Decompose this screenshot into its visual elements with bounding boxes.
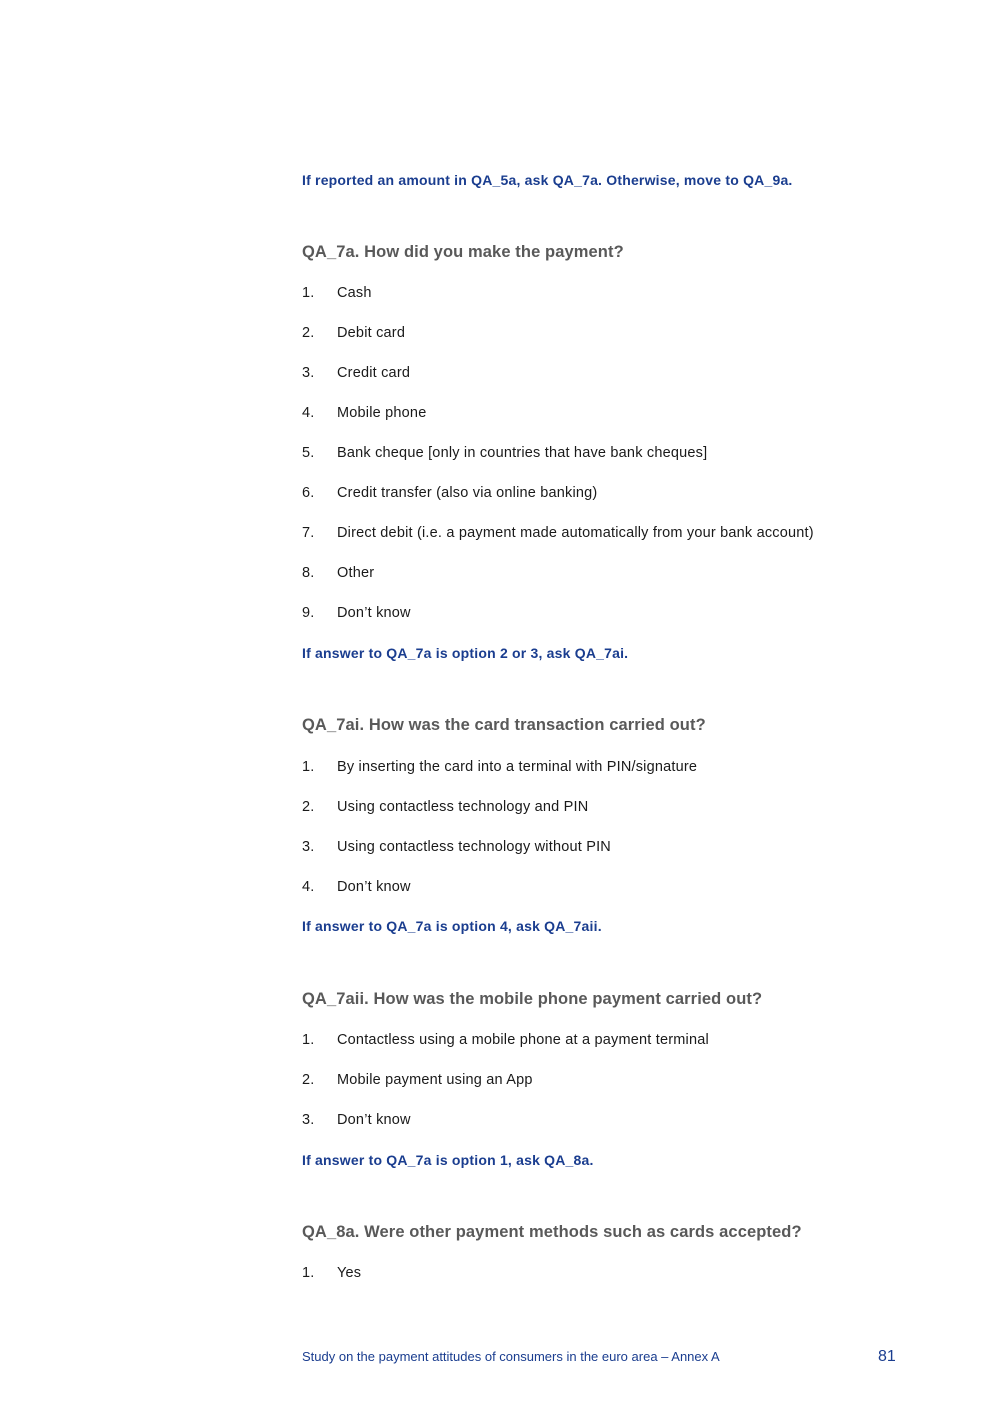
option-number: 5.	[302, 445, 315, 461]
answer-option	[302, 1072, 533, 1088]
routing-instruction: If answer to QA_7a is option 1, ask QA_8a.	[302, 1152, 594, 1168]
answer-option	[302, 405, 426, 421]
answer-option	[302, 485, 597, 501]
answer-option	[302, 1265, 361, 1281]
routing-instruction: If reported an amount in QA_5a, ask QA_7a. Otherwise, move to QA_9a.	[302, 172, 793, 188]
answer-option	[302, 879, 411, 895]
option-label: Using contactless technology and PIN	[337, 799, 589, 815]
option-number: 1.	[302, 1032, 315, 1048]
option-number: 3.	[302, 1112, 315, 1128]
answer-option	[302, 759, 697, 775]
question-title-qa7a: QA_7a. How did you make the payment?	[302, 243, 624, 261]
answer-option	[302, 565, 374, 581]
option-label: Don’t know	[337, 1112, 411, 1128]
question-title-qa7ai: QA_7ai. How was the card transaction carried out?	[302, 716, 706, 734]
option-number: 3.	[302, 839, 315, 855]
option-label: By inserting the card into a terminal with PIN/signature	[337, 759, 698, 775]
answer-option	[302, 445, 707, 461]
option-number: 6.	[302, 485, 315, 501]
option-number: 2.	[302, 1072, 315, 1088]
routing-instruction: If answer to QA_7a is option 2 or 3, ask QA_7ai.	[302, 645, 629, 661]
answer-option	[302, 285, 372, 301]
option-label: Mobile payment using an App	[337, 1072, 533, 1088]
option-number: 4.	[302, 405, 315, 421]
answer-option	[302, 839, 611, 855]
answer-option	[302, 1032, 709, 1048]
option-number: 3.	[302, 365, 315, 381]
option-label: Using contactless technology without PIN	[337, 839, 611, 855]
answer-option	[302, 605, 411, 621]
page-number: 81	[878, 1348, 896, 1365]
answer-option	[302, 799, 588, 815]
option-number: 1.	[302, 285, 315, 301]
question-title-qa7aii: QA_7aii. How was the mobile phone payment carried out?	[302, 990, 763, 1008]
answer-option	[302, 1112, 411, 1128]
option-label: Other	[337, 565, 375, 581]
option-label: Don’t know	[337, 605, 411, 621]
option-number: 9.	[302, 605, 315, 621]
option-label: Yes	[337, 1265, 362, 1281]
option-number: 1.	[302, 759, 315, 775]
question-title-qa8a: QA_8a. Were other payment methods such as cards accepted?	[302, 1223, 802, 1241]
option-label: Credit transfer (also via online banking)	[337, 485, 598, 501]
option-label: Mobile phone	[337, 405, 427, 421]
option-number: 4.	[302, 879, 315, 895]
option-number: 8.	[302, 565, 315, 581]
routing-instruction: If answer to QA_7a is option 4, ask QA_7aii.	[302, 918, 602, 934]
option-number: 1.	[302, 1265, 315, 1281]
answer-option	[302, 525, 814, 541]
answer-option	[302, 325, 405, 341]
answer-option	[302, 365, 410, 381]
option-number: 2.	[302, 799, 315, 815]
option-label: Bank cheque [only in countries that have bank cheques]	[337, 445, 708, 461]
option-number: 2.	[302, 325, 315, 341]
option-label: Debit card	[337, 325, 406, 341]
option-label: Cash	[337, 285, 372, 301]
option-number: 7.	[302, 525, 315, 541]
option-label: Don’t know	[337, 879, 411, 895]
option-label: Direct debit (i.e. a payment made automatically from your bank account)	[337, 525, 814, 541]
page-footer: Study on the payment attitudes of consumers in the euro area – Annex A	[302, 1349, 720, 1364]
option-label: Contactless using a mobile phone at a payment terminal	[337, 1032, 709, 1048]
option-label: Credit card	[337, 365, 411, 381]
